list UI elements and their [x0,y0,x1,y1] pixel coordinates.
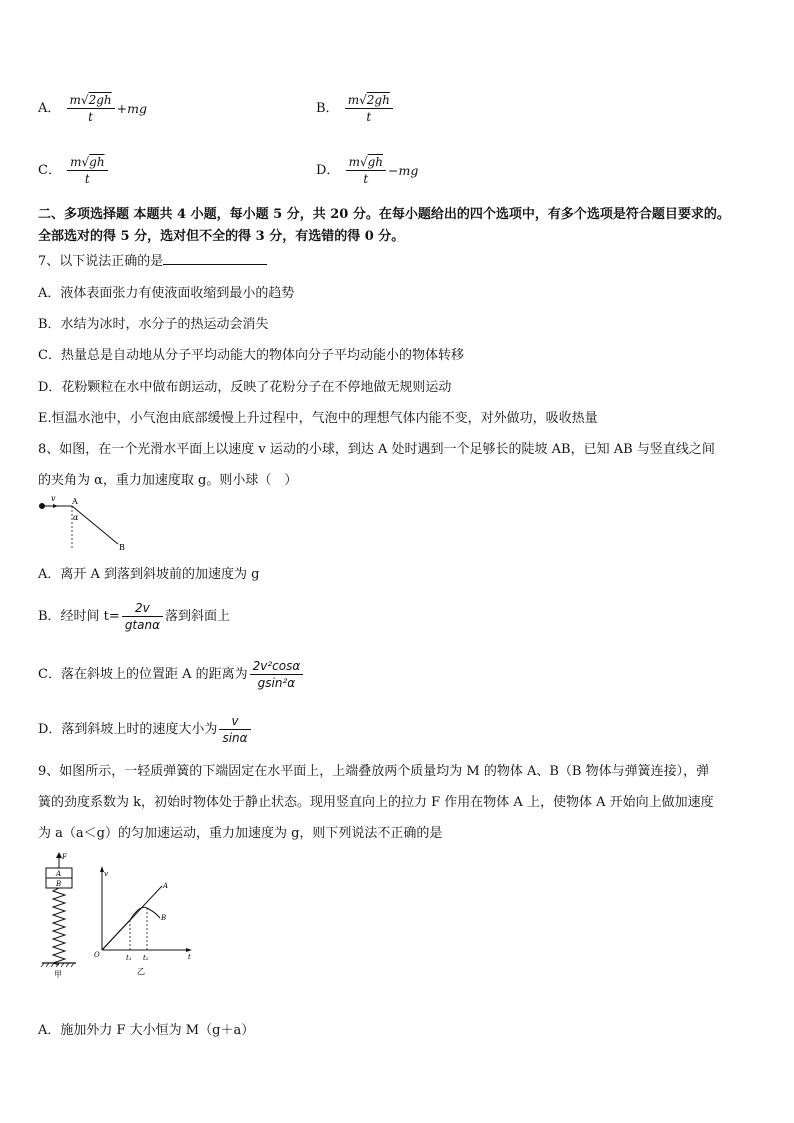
point-b-label: B [119,543,125,552]
q7-option-e: E.恒温水池中，小气泡由底部缓慢上升过程中，气泡中的理想气体内能不变，对外做功，吸收热量 [38,411,598,426]
figure-caption-yi: 乙 [137,967,145,976]
q8-option-d [38,713,253,746]
denominator: t [84,172,90,186]
radicand: gh [367,155,384,169]
q9-option-a: A．施加外力 F 大小恒为 M（g＋a） [38,1023,255,1038]
point-a-label: A [72,497,78,506]
answer-blank [163,252,267,265]
denominator: t [366,110,372,124]
line-a-label: A [163,882,169,890]
spring-diagram [34,850,84,980]
option-text: C．落在斜坡上的位置距 A 的距离为 [38,667,248,682]
q6-option-b [316,92,395,125]
fraction [219,713,250,746]
figure-caption-jia: 甲 [54,970,62,979]
denominator: gtanα [124,618,161,632]
q7-option-c: C．热量总是自动地从分子平均动能大的物体向分子平均动能小的物体转移 [38,348,464,363]
section-header-line2: 全部选对的得 5 分，选对但不全的得 3 分，有选错的得 0 分。 [38,229,405,244]
numerator-prefix: m [347,93,360,107]
t2-label: t₂ [143,954,149,962]
slope-diagram [36,494,136,554]
fraction: $\frac{m√gh}{t}$ [346,154,386,187]
slope-line [72,506,118,544]
velocity-time-graph [92,862,202,980]
block-b-label: B [56,880,62,888]
q6-option-a [38,92,147,125]
curve-b [102,907,160,950]
radicand: gh [89,155,105,169]
fraction: $\frac{m√2gh}{t}$ [345,92,393,125]
q7-stem-text: 7、以下说法正确的是 [38,254,164,269]
q8-stem-line2: 的夹角为 α，重力加速度取 g。则小球（ ） [38,473,298,488]
option-tail: −mg [388,163,419,178]
section-header-line1: 二、多项选择题 本题共 4 小题，每小题 5 分，共 20 分。在每小题给出的四个选项中，有多个选项是符合题目要求的。 [38,207,730,222]
radicand: 2gh [366,93,390,107]
curve-b-label: B [161,914,167,922]
option-label: D． [316,163,340,178]
x-axis-label: t [188,953,191,961]
block-a-label: A [56,870,62,878]
x-axis-arrow-icon [186,948,192,952]
option-label: A． [38,101,61,116]
q7-option-d: D．花粉颗粒在水中做布朗运动，反映了花粉分子在不停地做无规则运动 [38,380,452,395]
q9-stem-line2: 簧的劲度系数为 k，初始时物体处于静止状态。现用竖直向上的拉力 F 作用在物体 A 上，使物体 A 开始向上做加速度 [38,795,714,810]
spring-icon [53,888,65,965]
denominator: sinα [222,731,248,745]
force-label: F [62,853,67,861]
q9-stem-line1: 9、如图所示，一轻质弹簧的下端固定在水平面上，上端叠放两个质量均为 M 的物体 A、B（B 物体与弹簧连接），弹 [38,764,710,779]
denominator: t [363,172,369,186]
option-text: D．落到斜坡上时的速度大小为 [38,722,218,737]
q8-stem-line1: 8、如图，在一个光滑水平面上以速度 v 运动的小球，到达 A 处时遇到一个足够长的陡坡 AB，已知 AB 与竖直线之间 [38,442,715,457]
y-axis-label: v [104,870,108,878]
q8-option-b [38,600,230,633]
origin-label: O [94,951,100,959]
denominator: gsin²α [257,676,296,690]
option-tail: +mg [116,101,147,116]
fraction: $\frac{m√2gh}{t}$ [67,92,115,125]
option-label: C． [38,163,61,178]
velocity-label: v [51,494,56,503]
denominator: t [88,110,93,124]
fraction: $\frac{m√gh}{t}$ [67,154,107,187]
q8-option-a: A．离开 A 到落到斜坡前的加速度为 g [38,567,260,582]
numerator: 2v²cosα [250,658,304,675]
q9-stem-line3: 为 a（a＜g）的匀加速运动，重力加速度为 g，则下列说法不正确的是 [38,826,443,841]
fraction [122,600,163,633]
q7-option-a: A．液体表面张力有使液面收缩到最小的趋势 [38,286,295,301]
q7-stem [38,250,267,269]
option-text: B．经时间 t= [38,609,120,624]
angle-label: α [73,513,79,522]
option-text-post: 落到斜面上 [165,609,231,624]
q6-option-c [38,154,110,187]
numerator-prefix: m [348,155,360,169]
t1-label: t₁ [126,954,132,962]
numerator-prefix: m [70,155,82,169]
option-label: B． [316,101,339,116]
numerator-prefix: m [69,93,81,107]
numerator: v [219,713,250,730]
q6-option-d [316,154,418,187]
numerator: 2v [122,600,163,617]
q8-option-c [38,658,305,691]
q7-option-b: B．水结为冰时，水分子的热运动会消失 [38,317,269,332]
fraction [250,658,304,691]
radicand: 2gh [88,93,112,107]
